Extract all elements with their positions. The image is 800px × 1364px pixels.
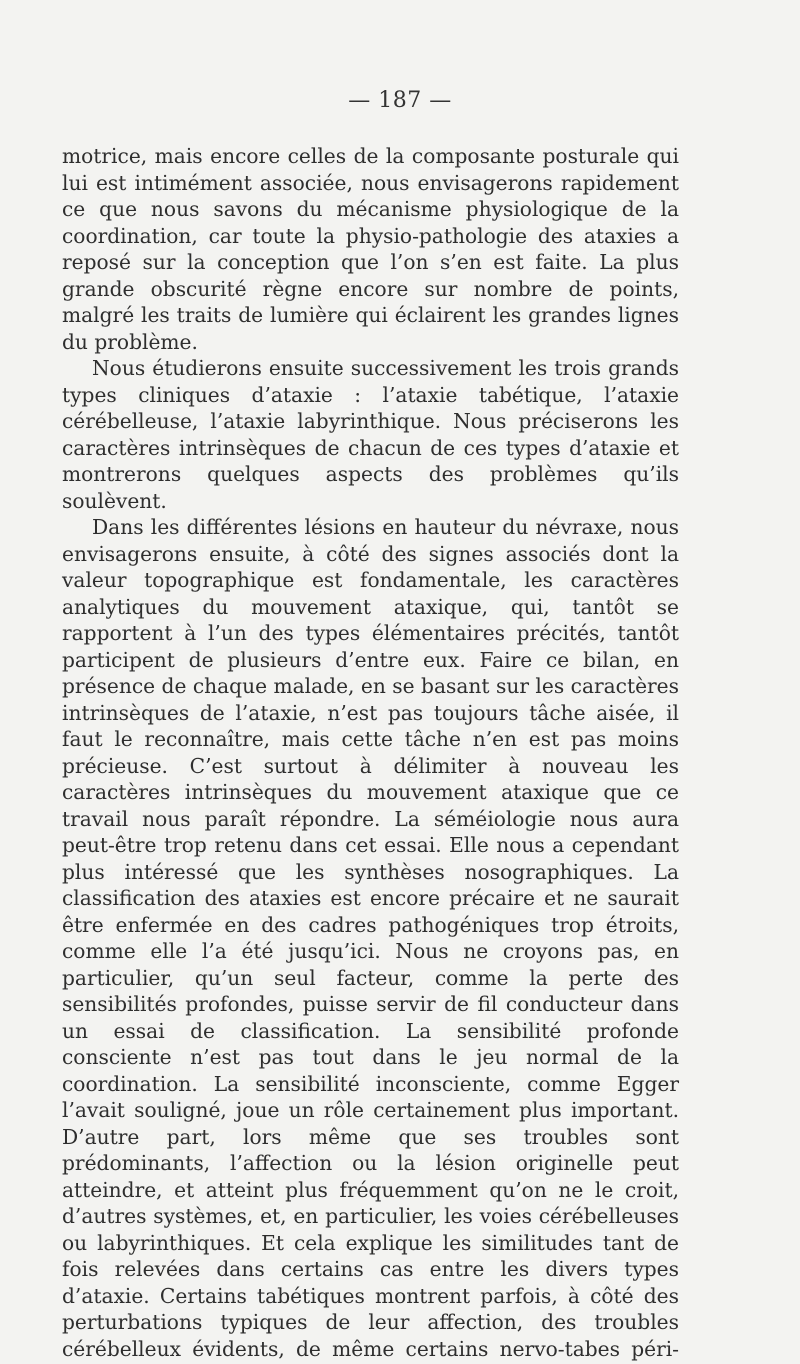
paragraph-1: motrice, mais encore celles de la composante posturale qui lui est intimément associée, nous envisagerons rapidement ce que nous savons du mécanisme physiologique de la coordination, car toute la physio-pathologie des ataxies a reposé sur la conception que l’on s’en est faite. La plus grande obscurité règne encore sur nombre de points, malgré les traits de lumière qui éclairent les grandes lignes du problème. xyxy=(62,144,679,354)
paragraph-2: Nous étudierons ensuite successivement les trois grands types cliniques d’ataxie : l’ataxie tabétique, l’ataxie cérébelleuse, l’ataxie labyrinthique. Nous préciserons les caractères intrinsèques de chacun de ces types d’ataxie et montrerons quelques aspects des problèmes qu’ils soulèvent. xyxy=(62,356,679,513)
body-text xyxy=(62,143,679,1362)
page-number: — 187 — xyxy=(348,88,452,113)
paragraph-3: Dans les différentes lésions en hauteur du névraxe, nous envisagerons ensuite, à côté des signes associés dont la valeur topographique est fondamentale, les caractères analytiques du mouvement ataxique, qui, tantôt se rapportent à l’un des types élémentaires précités, tantôt participent de plusieurs d’entre eux. Faire ce bilan, en présence de chaque malade, en se basant sur les caractères intrinsèques de l’ataxie, n’est pas toujours tâche aisée, il faut le reconnaître, mais cette tâche n’en est pas moins précieuse. C’est surtout à délimiter à nouveau les caractères intrinsèques du mouvement ataxique que ce travail nous paraît répondre. La séméiologie nous aura peut-être trop retenu dans cet essai. Elle nous a cependant plus intéressé que les synthèses nosographiques. La classification des ataxies est encore précaire et ne saurait être enfermée en des cadres pathogéniques trop étroits, comme elle l’a été jusqu’ici. Nous ne croyons pas, en particulier, qu’un seul facteur, comme la perte des sensibilités profondes, puisse servir de fil conducteur dans un essai de classification. La sensibilité profonde consciente n’est pas tout dans le jeu normal de la coordination. La sensibilité inconsciente, comme Egger l’avait souligné, joue un rôle certainement plus important. D’autre part, lors même que ses troubles sont prédominants, l’affection ou la lésion originelle peut atteindre, et atteint plus fréquemment qu’on ne le croit, d’autres systèmes, et, en particulier, les voies cérébelleuses ou labyrinthiques. Et cela explique les similitudes tant de fois relevées dans certains cas entre les divers types d’ataxie. Certains tabétiques montrent parfois, à côté des perturbations typiques de leur affection, des troubles cérébelleux évidents, de même certains nervo-tabes péri- xyxy=(62,515,679,1361)
